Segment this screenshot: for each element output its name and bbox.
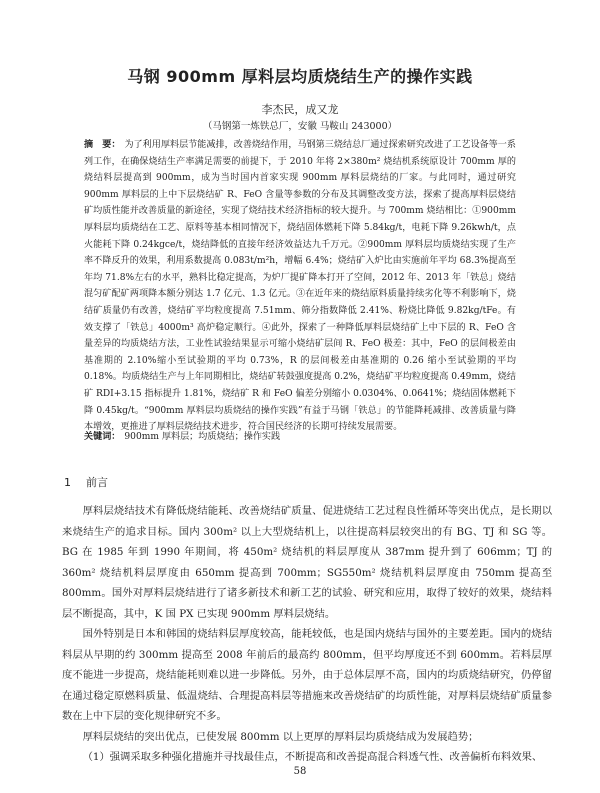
- body-paragraph: 厚料层烧结技术有降低烧结能耗、改善烧结矿质量、促进烧结工艺过程良性循环等突出优点，是长期以来烧结生产的追求目标。国内 300m² 以上大型烧结机上，以往提高料层较突出的有 BG、TJ 和 SG 等。BG 在 1985 年到 1990 年期间，将 450m² 烧结机的料层厚度从 387mm 提升到了 606mm；TJ 的 360m² 烧结机料层厚度由 650mm 提高到 700mm；SG550m² 烧结机料层厚度由 750mm 提高至 800mm。国外对厚料层烧结进行了诸多新技术和新工艺的试验、研究和应用，取得了较好的效果，烧结料层不断提高，其中，K 国 PX 已实现 900mm 厚料层烧结。: [62, 505, 552, 620]
- keywords-label: 关键词：: [84, 431, 121, 442]
- paper-affiliation: （马钢第一炼铁总厂，安徽 马鞍山 243000）: [202, 121, 398, 132]
- section-number: 1: [64, 476, 71, 489]
- keywords-text: 900mm 厚料层；均质烧结；操作实践: [124, 432, 281, 442]
- keywords-block: [84, 429, 516, 445]
- body-paragraph: （1）强调采取多种强化措施并寻找最佳点，不断提高和改善提高混合料透气性、改善偏析布料效果、: [82, 751, 543, 763]
- abstract-block: [84, 137, 516, 436]
- body-text: [62, 501, 552, 768]
- section-title: 前言: [86, 476, 108, 489]
- paper-authors: 李杰民，成又龙: [261, 103, 339, 116]
- section-heading: [64, 474, 108, 490]
- abstract-text: 为了利用厚料层节能减排，改善烧结作用，马钢第三烧结总厂通过探索研究改进了工艺设备等一系列工作，在确保烧结生产率满足需要的前提下，于 2010 年将 2×380m² 烧结机系统原设计 700mm 厚的烧结料层提高到 900mm，成为当时国内首家实现 900mm 厚料层烧结的厂家。与此同时，通过研究 900mm 厚料层的上中下层烧结矿 R、FeO 含量等参数的分布及其调整改变方法，探索了提高厚料层烧结矿均质性能并改善质量的新途径，实现了烧结技术经济指标的较大提升。与 700mm 烧结相比：①900mm 厚料层均质烧结在工艺、原料等基本相同情况下，烧结固体燃耗下降 5.84kg/t，电耗下降 9.26kwh/t，点火能耗下降 0.24kgce/t，烧结降低的直接年经济效益达九千万元。②900mm 厚料层均质烧结实现了生产率不降反升的效果，利用系数提高 0.083t/m²h，增幅 6.4%；烧结矿入炉比由实施前年平均 68.3%提高至年均 71.8%左右的水平，熟料比稳定提高，为炉厂提矿降本打开了空间，2012 年、2013 年「铁总」烧结混匀矿配矿两项降本额分别达 1.7 亿元、1.3 亿元。③在近年来的烧结原料质量持续劣化等不利影响下，烧结矿质量仍有改善，烧结矿平均粒度提高 7.51mm、筛分指数降低 2.41%、粉烧比降低 9.82kg/tFe。有效支撑了「铁总」4000m³ 高炉稳定顺行。④此外，探索了一种降低厚料层烧结矿上中下层的 R、FeO 含量差异的均质烧结方法，工业性试验结果显示可缩小烧结矿层间 R、FeO 极差：其中，FeO 的层间极差由基准期的 2.10%缩小至试验期的平均 0.73%，R 的层间极差由基准期的 0.26 缩小至试验期的平均 0.18%。均质烧结生产与上年同期相比，烧结矿转鼓强度提高 0.2%，烧结矿平均粒度提高 0.49mm，烧结矿 RDI+3.15 指标提升 1.81%，烧结矿 R 和 FeO 偏差分别缩小 0.0304%、0.0641%；烧结固体燃耗下降 0.45kg/t。“900mm 厚料层均质烧结的操作实践”有益于马钢「铁总」的节能降耗减排、改善质量与降本增效，更推进了厚料层烧结技术进步，符合国民经济的长期可持续发展需要。: [84, 140, 516, 433]
- abstract-label: 摘 要：: [84, 139, 121, 150]
- paper-title: 马钢 900mm 厚料层均质烧结生产的操作实践: [127, 67, 473, 86]
- page-number: 58: [293, 766, 307, 777]
- body-paragraph: 厚料层烧结的突出优点，已使发展 800mm 以上更厚的厚料层均质烧结成为发展趋势；: [82, 730, 479, 743]
- body-paragraph: 国外特别是日本和韩国的烧结料层厚度较高，能耗较低，也是国内烧结与国外的主要差距。国内的烧结料层从早期的约 300mm 提高至 2008 年前后的最高约 800mm，但平均厚度还不到 600mm。若料层厚度不能进一步提高，烧结能耗则难以进一步降低。另外，由于总体层厚不高，国内的均质烧结研究，仍停留在通过稳定原燃料质量、低温烧结、合理提高料层等措施来改善烧结矿的均质性能，对厚料层烧结矿质量参数在上中下层的变化规律研究不多。: [62, 628, 552, 722]
